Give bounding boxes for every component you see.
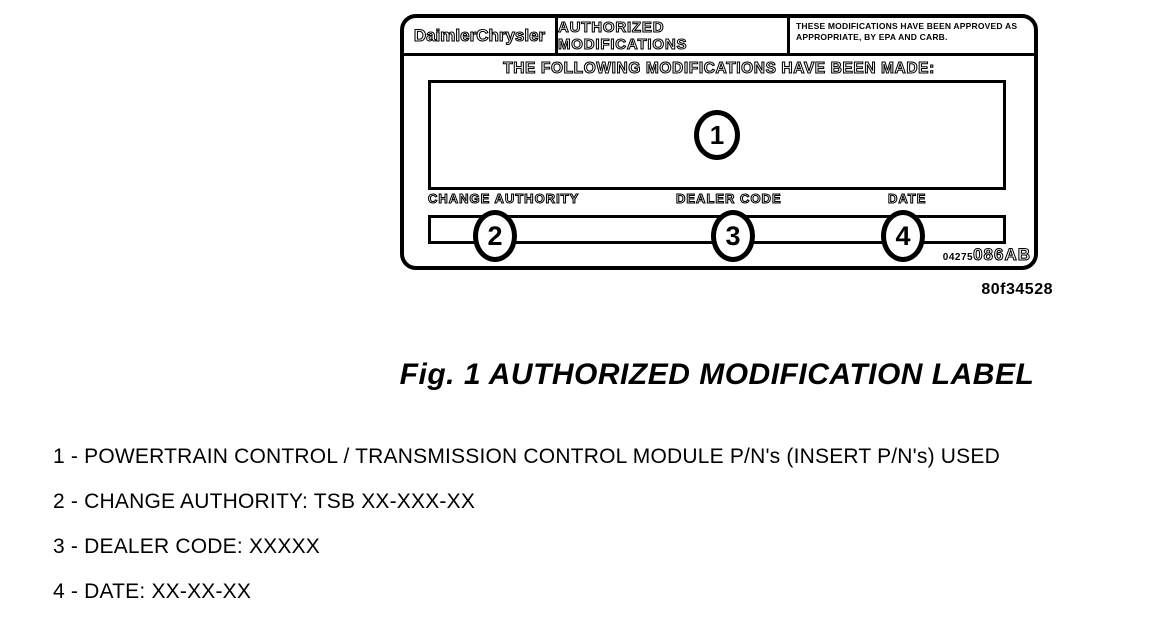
callout-1-number: 1 (709, 119, 725, 150)
figure-code: 80f34528 (981, 281, 1053, 298)
callout-circle-3 (711, 210, 755, 262)
part-number-suffix: 086AB (973, 245, 1031, 264)
authorized-modification-label (400, 14, 1038, 270)
fields-row (404, 191, 1034, 266)
callout-circle-1 (694, 110, 740, 160)
callout-2-number: 2 (487, 220, 503, 251)
callout-circle-4 (881, 210, 925, 262)
field-label-date: DATE (888, 191, 927, 206)
label-subheader: THE FOLLOWING MODIFICATIONS HAVE BEEN MADE: (503, 60, 935, 77)
field-label-change-authority: CHANGE AUTHORITY (428, 191, 580, 206)
approval-note: THESE MODIFICATIONS HAVE BEEN APPROVED AS APPROPRIATE, BY EPA AND CARB. (796, 21, 1018, 43)
field-label-dealer-code: DEALER CODE (676, 191, 782, 206)
callout-4-number: 4 (895, 220, 911, 251)
legend-item-1: 1 - POWERTRAIN CONTROL / TRANSMISSION CONTROL MODULE P/N's (INSERT P/N's) USED (53, 445, 1000, 468)
modifications-entry-box (428, 80, 1006, 190)
legend-item-4: 4 - DATE: XX-XX-XX (53, 580, 252, 603)
legend-list (53, 447, 1000, 618)
callout-circle-2 (473, 210, 517, 262)
label-title: AUTHORIZED MODIFICATIONS (558, 18, 790, 53)
brand-wordmark: DaimlerChrysler (404, 18, 558, 53)
legend-item-3: 3 - DEALER CODE: XXXXX (53, 535, 320, 558)
label-header-row (404, 18, 1034, 56)
legend-item-2: 2 - CHANGE AUTHORITY: TSB XX-XXX-XX (53, 490, 476, 513)
figure-caption: Fig. 1 AUTHORIZED MODIFICATION LABEL (399, 358, 1035, 391)
part-number-prefix: 04275 (942, 252, 974, 263)
label-part-number (943, 245, 1031, 265)
callout-3-number: 3 (725, 220, 741, 251)
